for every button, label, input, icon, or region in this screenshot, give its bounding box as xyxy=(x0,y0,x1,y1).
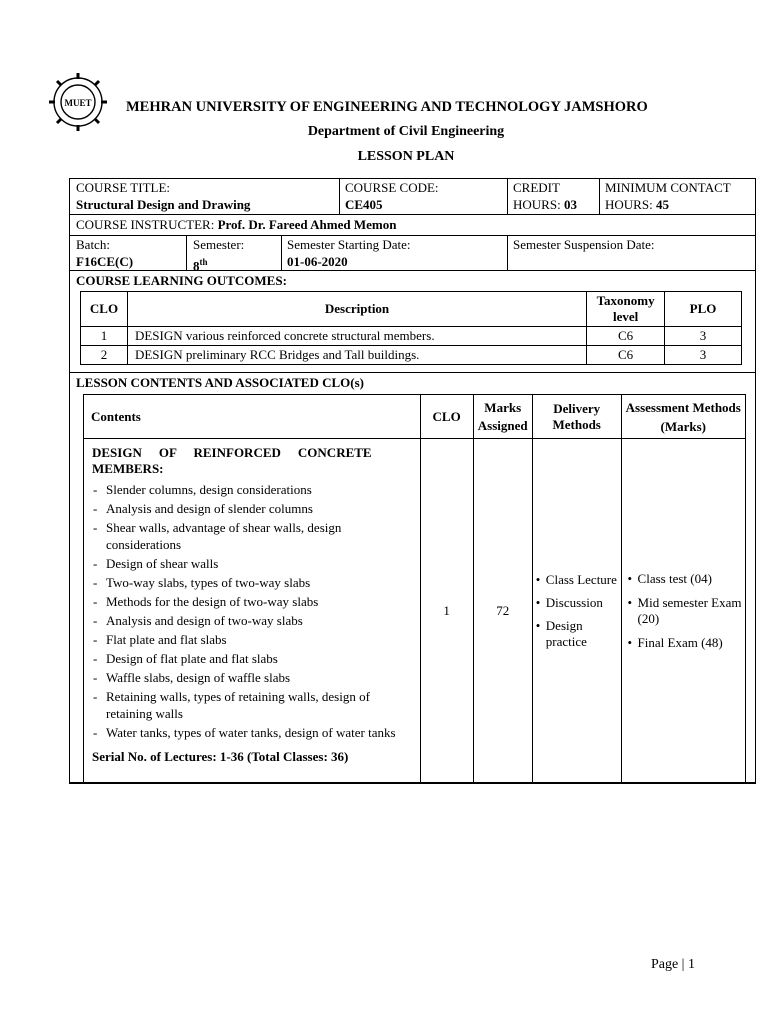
clo-cell: 2 xyxy=(81,346,128,365)
contents-cell xyxy=(84,439,421,783)
assessment-list xyxy=(628,571,745,651)
taxonomy-cell: C6 xyxy=(587,327,665,346)
list-item: - Retaining walls, types of retaining walls, design of retaining walls xyxy=(92,688,412,722)
list-item: - Design of flat plate and flat slabs xyxy=(92,650,412,667)
document-title: LESSON PLAN xyxy=(357,149,455,164)
list-item: - Waffle slabs, design of waffle slabs xyxy=(92,669,412,686)
assessment-header: Assessment Methods (Marks) xyxy=(621,395,745,439)
suspension-date-label: Semester Suspension Date: xyxy=(513,237,655,252)
list-item: • Class Lecture xyxy=(536,572,621,588)
topic-list xyxy=(92,481,412,741)
page-number: Page | 1 xyxy=(650,957,695,972)
table-row xyxy=(81,346,742,365)
course-code-value: CE405 xyxy=(345,197,383,212)
list-item: • Mid semester Exam (20) xyxy=(628,595,745,627)
plo-cell: 3 xyxy=(665,327,742,346)
start-date-value: 01-06-2020 xyxy=(287,254,348,269)
clo-header: CLO xyxy=(81,292,128,327)
marks-header: Marks Assigned xyxy=(473,395,532,439)
credit-label: CREDIT xyxy=(513,180,560,195)
delivery-cell xyxy=(532,439,621,783)
delivery-header: Delivery Methods xyxy=(532,395,621,439)
clo-cell: 1 xyxy=(420,439,473,783)
course-title-value: Structural Design and Drawing xyxy=(76,197,251,212)
list-item: • Discussion xyxy=(536,595,621,611)
clo-heading: COURSE LEARNING OUTCOMES: xyxy=(76,273,287,288)
list-item: - Slender columns, design considerations xyxy=(92,481,412,498)
list-item: • Final Exam (48) xyxy=(628,635,745,651)
taxonomy-cell: C6 xyxy=(587,346,665,365)
university-name: MEHRAN UNIVERSITY OF ENGINEERING AND TECHNOLOGY JAMSHORO xyxy=(126,99,648,115)
clo-cell: 1 xyxy=(81,327,128,346)
start-date-label: Semester Starting Date: xyxy=(287,237,411,252)
credit-hours: HOURS: 03 xyxy=(513,197,577,212)
description-cell: DESIGN preliminary RCC Bridges and Tall buildings. xyxy=(127,346,586,365)
semester-value: 8th xyxy=(193,257,208,274)
contents-header: Contents xyxy=(84,395,421,439)
lesson-contents-table xyxy=(83,394,746,783)
list-item: - Flat plate and flat slabs xyxy=(92,631,412,648)
plo-header: PLO xyxy=(665,292,742,327)
batch-label: Batch: xyxy=(76,237,110,252)
list-item: - Analysis and design of slender columns xyxy=(92,500,412,517)
list-item: • Design practice xyxy=(536,618,621,650)
taxonomy-header: Taxonomy level xyxy=(587,292,665,327)
contact-hours: HOURS: 45 xyxy=(605,197,669,212)
table-row xyxy=(81,327,742,346)
lesson-row xyxy=(84,439,746,783)
block-title: DESIGN OF REINFORCED CONCRETE MEMBERS: xyxy=(92,445,372,476)
clo-table xyxy=(80,291,742,365)
svg-text:MUET: MUET xyxy=(64,98,92,108)
list-item: - Analysis and design of two-way slabs xyxy=(92,612,412,629)
delivery-list xyxy=(536,572,621,650)
assessment-cell xyxy=(621,439,745,783)
list-item: • Class test (04) xyxy=(628,571,745,587)
list-item: - Two-way slabs, types of two-way slabs xyxy=(92,574,412,591)
list-item: - Water tanks, types of water tanks, design of water tanks xyxy=(92,724,412,741)
list-item: - Methods for the design of two-way slabs xyxy=(92,593,412,610)
description-header: Description xyxy=(127,292,586,327)
contact-label: MINIMUM CONTACT xyxy=(605,180,731,195)
course-title-label: COURSE TITLE: xyxy=(76,180,171,195)
semester-label: Semester: xyxy=(193,237,245,252)
course-instructor: COURSE INSTRUCTER: Prof. Dr. Fareed Ahmed Memon xyxy=(76,217,397,232)
description-cell: DESIGN various reinforced concrete structural members. xyxy=(127,327,586,346)
course-code-label: COURSE CODE: xyxy=(345,180,439,195)
department-name: Department of Civil Engineering xyxy=(307,124,505,139)
batch-value: F16CE(C) xyxy=(76,254,134,269)
serial-lectures: Serial No. of Lectures: 1-36 (Total Classes: 36) xyxy=(92,749,349,764)
marks-cell: 72 xyxy=(473,439,532,783)
list-item: - Design of shear walls xyxy=(92,555,412,572)
list-item: - Shear walls, advantage of shear walls, design considerations xyxy=(92,519,412,553)
clo-header: CLO xyxy=(420,395,473,439)
plo-cell: 3 xyxy=(665,346,742,365)
lesson-contents-heading: LESSON CONTENTS AND ASSOCIATED CLO(s) xyxy=(76,375,364,390)
